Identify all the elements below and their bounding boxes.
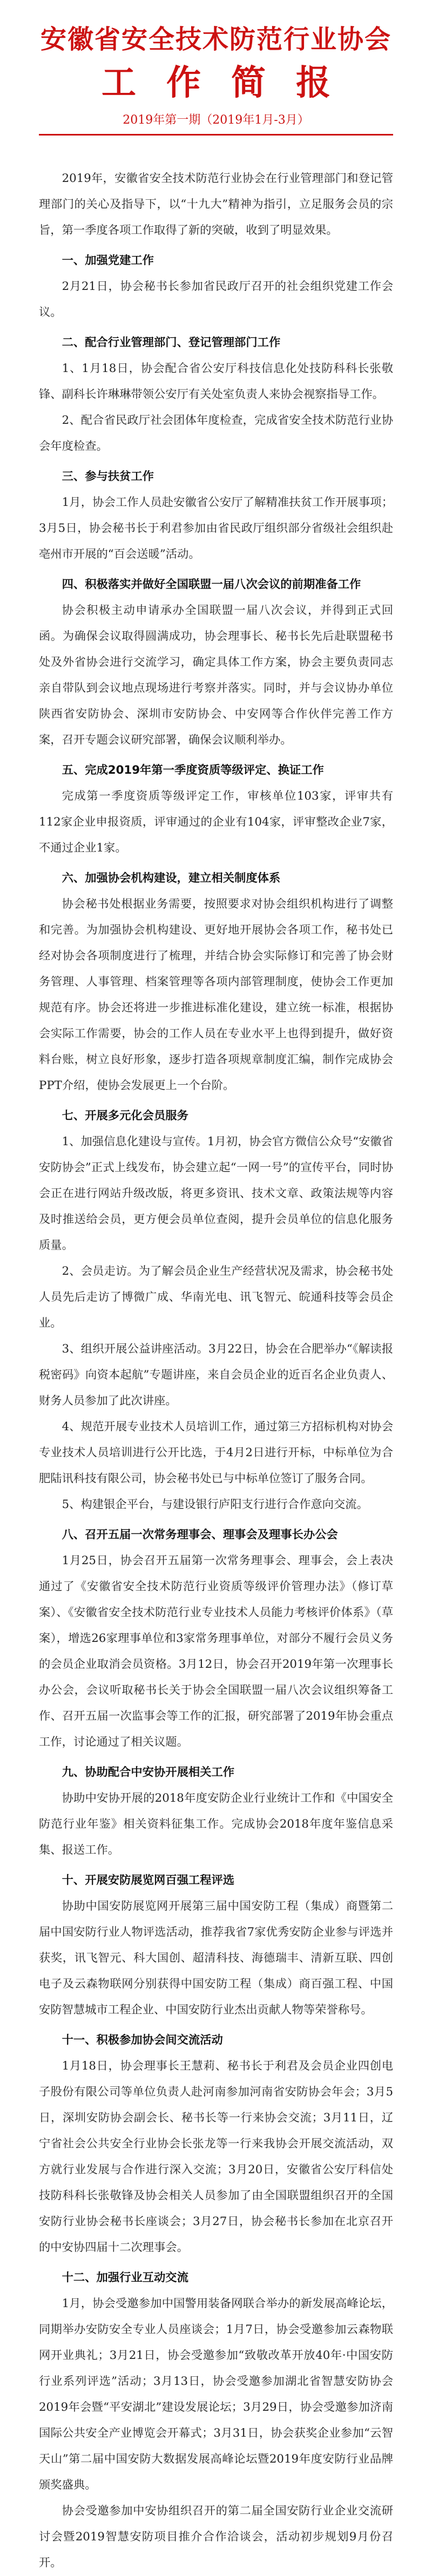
- section-heading: 七、开展多元化会员服务: [62, 1109, 188, 1123]
- section-top-hundred: [39, 1868, 393, 2023]
- organization-title: 安徽省安全技术防范行业协会: [40, 24, 392, 55]
- section-heading: 三、参与扶贫工作: [62, 470, 154, 483]
- section-paragraph: 协会受邀参加中安协组织召开的第二届全国安防行业企业交流研讨会暨2019智慧安防项目推介合作洽谈会，活动初步规划9月份召开。: [39, 2504, 393, 2570]
- section-cooperation: [39, 330, 393, 459]
- section-paragraph: 1、加强信息化建设与宣传。1月初，协会官方微信公众号“安徽省安防协会”正式上线发布，协会建立起“一网一号”的宣传平台，同时协会正在进行网站升级改版，将更多资讯、技术文章、政策法规等内容及时推送给会员，更方便会员单位查阅，提升会员单位的信息化服务质量。: [39, 1135, 393, 1252]
- section-heading: 十二、加强行业互动交流: [62, 2271, 188, 2284]
- section-heading: 十一、积极参加协会间交流活动: [62, 2033, 223, 2047]
- section-paragraph: 完成第一季度资质等级评定工作，审核单位103家，评审共有112家企业申报资质，评审通过的企业有104家，评审整改企业7家，不通过企业1家。: [39, 789, 393, 855]
- section-heading: 五、完成2019年第一季度资质等级评定、换证工作: [62, 763, 324, 777]
- section-paragraph: 5、构建银企平台，与建设银行庐阳支行进行合作意向交流。: [62, 1498, 368, 1511]
- issue-line: 2019年第一期（2019年1月-3月）: [123, 113, 309, 127]
- section-paragraph: 2、会员走访。为了解会员企业生产经营状况及需求，协会秘书处人员先后走访了博微广成、华南光电、讯飞智元、皖通科技等会员企业。: [39, 1265, 393, 1330]
- section-paragraph: 协助中安协开展的2018年度安防企业行业统计工作和《中国安全防范行业年鉴》相关资料征集工作。完成协会2018年度年鉴信息采集、报送工作。: [39, 1791, 393, 1857]
- section-institution: [39, 866, 393, 1099]
- section-paragraph: 1、1月18日，协会配合省公安厅科技信息化处技防科科长张敬锋、副科长许琳琳带领公安厅有关处室负责人来协会视察指导工作。: [39, 362, 393, 401]
- section-heading: 二、配合行业管理部门、登记管理部门工作: [62, 336, 281, 349]
- section-heading: 九、协助配合中安协开展相关工作: [62, 1766, 235, 1779]
- section-paragraph: 协助中国安防展览网开展第三届中国安防工程（集成）商暨第二届中国安防行业人物评选活动，推荐我省7家优秀安防企业参与评选并获奖，讯飞智元、科大国创、超清科技、海德瑞丰、清新互联、四创电子及云森物联网分别获得中国安防工程（集成）商百强工程、中国安防智慧城市工程企业、中国安防行业杰出贡献人物等荣誉称号。: [39, 1899, 393, 2017]
- section-paragraph: 1月，协会工作人员赴安徽省公安厅了解精准扶贫工作开展事项；3月5日，协会秘书长于利君参加由省民政厅组织部分省级社会组织赴亳州市开展的“百会送暖”活动。: [39, 496, 393, 561]
- report-title: 工作简报: [102, 63, 361, 103]
- section-paragraph: 2、配合省民政厅社会团体年度检查，完成省安全技术防范行业协会年度检查。: [39, 414, 393, 453]
- section-paragraph: 1月18日，协会理事长王慧莉、秘书长于利君及会员企业四创电子股份有限公司等单位负责人赴河南参加河南省安防协会年会；3月5日，深圳安防协会副会长、秘书长等一行来协会交流；3月11日，辽宁省社会公共安全行业协会长张龙等一行来我协会开展交流活动，双方就行业发展与合作进行深入交流；3月20日，安徽省公安厅科信处技防科科长张敬锋及协会相关人员参加了由全国联盟组织召开的全国安防行业协会秘书长座谈会；3月27日，协会秘书长参加在北京召开的中安协四届十二次理事会。: [39, 2059, 393, 2254]
- intro-paragraph: 2019年，安徽省安全技术防范行业协会在行业管理部门和登记管理部门的关心及指导下，以“十九大”精神为指引，立足服务会员的宗旨，第一季度各项工作取得了新的突破，收到了明显效果。: [39, 172, 393, 237]
- section-heading: 十、开展安防展览网百强工程评选: [62, 1874, 235, 1887]
- section-poverty-relief: [39, 464, 393, 567]
- section-heading: 四、积极落实并做好全国联盟一届八次会议的前期准备工作: [62, 578, 361, 591]
- section-industry-interaction: [39, 2265, 393, 2576]
- section-paragraph: 4、规范开展专业技术人员培训工作，通过第三方招标机构对协会专业技术人员培训进行公开比选，于4月2日进行开标，中标单位为合肥陆讯科技有限公司，协会秘书处已与中标单位签订了服务合同。: [39, 1420, 393, 1485]
- section-heading: 八、召开五届一次常务理事会、理事会及理事长办公会: [62, 1528, 338, 1541]
- section-paragraph: 1月25日，协会召开五届第一次常务理事会、理事会，会上表决通过了《安徽省安全技术防范行业资质等级评价管理办法》（修订草案）、《安徽省安全技术防范行业专业技术人员能力考核评价体系》（草案），增选26家理事单位和3家常务理事单位，对部分不履行会员义务的会员企业取消会员资格。3月12日，协会召开2019年第一次理事长办公会，会议听取秘书长关于协会全国联盟一届八次会议组织筹备工作、召开五届一次监事会等工作的汇报，研究部署了2019年协会重点工作，讨论通过了相关议题。: [39, 1554, 393, 1749]
- section-party-building: [39, 248, 393, 326]
- section-heading: 一、加强党建工作: [62, 254, 154, 267]
- section-paragraph: 协会积极主动申请承办全国联盟一届八次会议，并得到正式回函。为确保会议取得圆满成功，协会理事长、秘书长先后赴联盟秘书处及外省协会进行交流学习，确定具体工作方案，协会主要负责同志亲自带队到会议地点现场进行考察并落实。同时，并与会议协办单位陕西省安防协会、深圳市安防协会、中安网等合作伙伴完善工作方案，召开专题会议研究部署，确保会议顺利举办。: [39, 604, 393, 747]
- section-association-exchange: [39, 2027, 393, 2261]
- section-qualification: [39, 758, 393, 861]
- section-cspia-support: [39, 1760, 393, 1863]
- section-heading: 六、加强协会机构建设，建立相关制度体系: [62, 871, 281, 885]
- section-paragraph: 3、组织开展公益讲座活动。3月22日，协会在合肥举办“《解读报税密码》向资本起航”专题讲座，来自会员企业的近百名企业负责人、财务人员参加了此次讲座。: [39, 1342, 393, 1408]
- bulletin-body: [39, 166, 393, 2576]
- section-paragraph: 协会秘书处根据业务需要，按照要求对协会组织机构进行了调整和完善。为加强协会机构建设、更好地开展协会各项工作，秘书处已经对协会各项制度进行了梳理，并结合协会实际修订和完善了协会财务管理、人事管理、档案管理等各项内部管理制度，使协会工作更加规范有序。协会还将进一步推进标准化建设，建立统一标准，根据协会实际工作需要，协会的工作人员在专业水平上也得到提升，做好资料台账，树立良好形象，逐步打造各项规章制度汇编，制作完成协会PPT介绍，使协会发展更上一个台阶。: [39, 897, 393, 1092]
- section-paragraph: 1月，协会受邀参加中国警用装备网联合举办的新发展高峰论坛，同期举办安防安全专业人员座谈会；1月7日，协会受邀参加云森物联网开业典礼；3月21日，协会受邀参加“致敬改革开放40年·中国安防行业系列评选”活动；3月13日，协会受邀参加湖北省智慧安防协会2019年会暨“平安湖北”建设发展论坛；3月29日，协会受邀参加济南国际公共安全产业博览会开幕式；3月31日，协会获奖企业参加“云智天山”第二届中国安防大数据发展高峰论坛暨2019年度安防行业品牌颁奖盛典。: [39, 2297, 393, 2492]
- section-alliance-meeting: [39, 572, 393, 753]
- section-council-meetings: [39, 1522, 393, 1755]
- red-divider: [39, 134, 393, 136]
- section-paragraph: 2月21日，协会秘书长参加省民政厅召开的社会组织党建工作会议。: [39, 280, 393, 319]
- section-member-services: [39, 1103, 393, 1518]
